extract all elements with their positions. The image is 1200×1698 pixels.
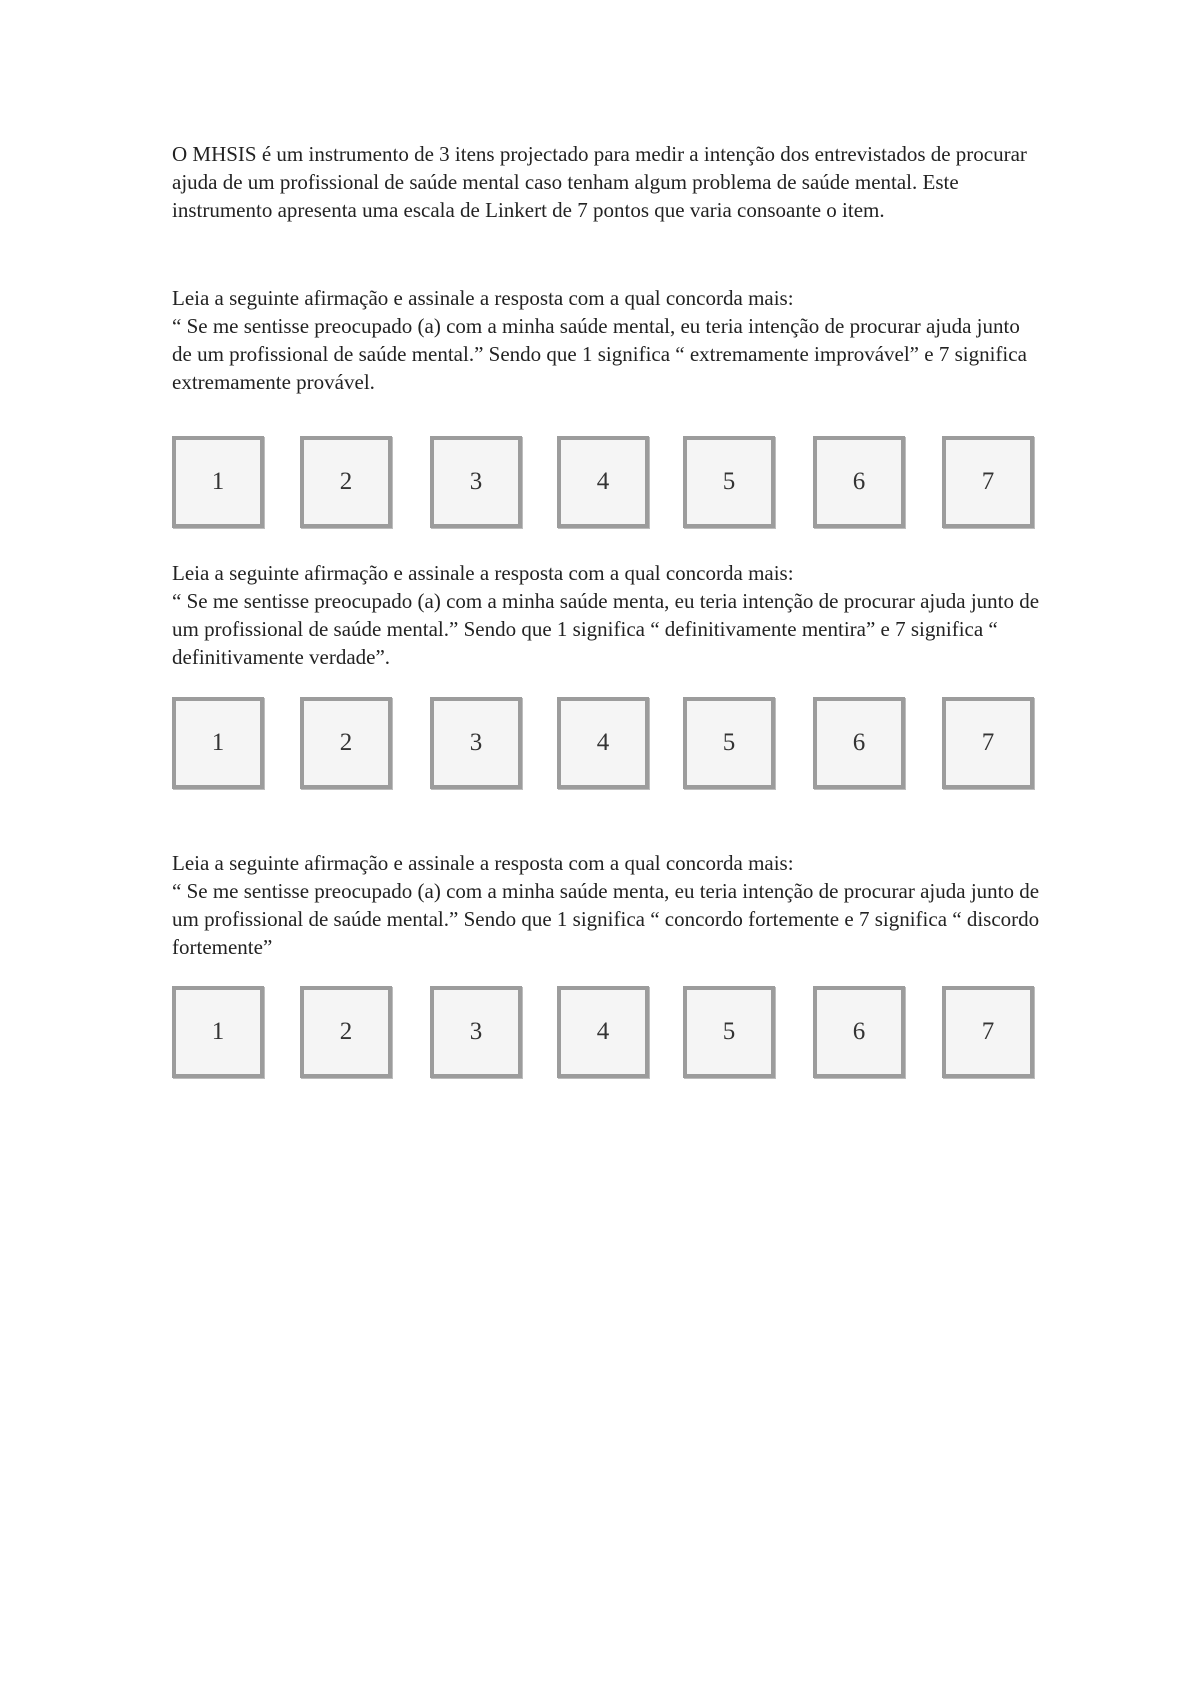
question-1 xyxy=(172,284,1042,396)
scale-option-5[interactable]: 5 xyxy=(683,436,775,528)
scale-option-7[interactable]: 7 xyxy=(942,436,1034,528)
question-2-instruction: Leia a seguinte afirmação e assinale a resposta com a qual concorda mais: xyxy=(172,561,794,585)
question-1-instruction: Leia a seguinte afirmação e assinale a resposta com a qual concorda mais: xyxy=(172,286,794,310)
scale-option-6[interactable]: 6 xyxy=(813,697,905,789)
scale-option-1[interactable]: 1 xyxy=(172,697,264,789)
scale-option-2[interactable]: 2 xyxy=(300,436,392,528)
scale-option-3[interactable]: 3 xyxy=(430,697,522,789)
scale-option-2[interactable]: 2 xyxy=(300,697,392,789)
scale-option-6[interactable]: 6 xyxy=(813,436,905,528)
scale-option-7[interactable]: 7 xyxy=(942,986,1034,1078)
question-3-scale xyxy=(172,986,1042,1082)
scale-option-7[interactable]: 7 xyxy=(942,697,1034,789)
intro-paragraph: O MHSIS é um instrumento de 3 itens projectado para medir a intenção dos entrevistados de procurar ajuda de um profissional de saúde mental caso tenham algum problema de saúde mental. Este instrumento apresenta uma escala de Linkert de 7 pontos que varia consoante o item. xyxy=(172,142,1027,222)
scale-option-3[interactable]: 3 xyxy=(430,436,522,528)
scale-option-1[interactable]: 1 xyxy=(172,986,264,1078)
intro-section xyxy=(172,140,1042,224)
scale-option-3[interactable]: 3 xyxy=(430,986,522,1078)
question-2-statement: “ Se me sentisse preocupado (a) com a minha saúde menta, eu teria intenção de procurar ajuda junto de um profissional de saúde mental.” Sendo que 1 significa “ definitivamente mentira” e 7 significa “ definitivamente verdade”. xyxy=(172,589,1040,669)
question-3-instruction: Leia a seguinte afirmação e assinale a resposta com a qual concorda mais: xyxy=(172,851,794,875)
question-1-statement: “ Se me sentisse preocupado (a) com a minha saúde mental, eu teria intenção de procurar ajuda junto de um profissional de saúde mental.” Sendo que 1 significa “ extremamente improvável” e 7 significa extremamente provável. xyxy=(172,314,1027,394)
question-3-statement: “ Se me sentisse preocupado (a) com a minha saúde menta, eu teria intenção de procurar ajuda junto de um profissional de saúde mental.” Sendo que 1 significa “ concordo fortemente e 7 significa “ discordo fortemente” xyxy=(172,879,1040,959)
question-2-scale xyxy=(172,697,1042,793)
scale-option-1[interactable]: 1 xyxy=(172,436,264,528)
scale-option-4[interactable]: 4 xyxy=(557,697,649,789)
question-2 xyxy=(172,559,1042,671)
scale-option-6[interactable]: 6 xyxy=(813,986,905,1078)
scale-option-4[interactable]: 4 xyxy=(557,436,649,528)
scale-option-2[interactable]: 2 xyxy=(300,986,392,1078)
scale-option-4[interactable]: 4 xyxy=(557,986,649,1078)
question-1-scale xyxy=(172,436,1042,532)
question-3 xyxy=(172,849,1042,961)
scale-option-5[interactable]: 5 xyxy=(683,986,775,1078)
scale-option-5[interactable]: 5 xyxy=(683,697,775,789)
